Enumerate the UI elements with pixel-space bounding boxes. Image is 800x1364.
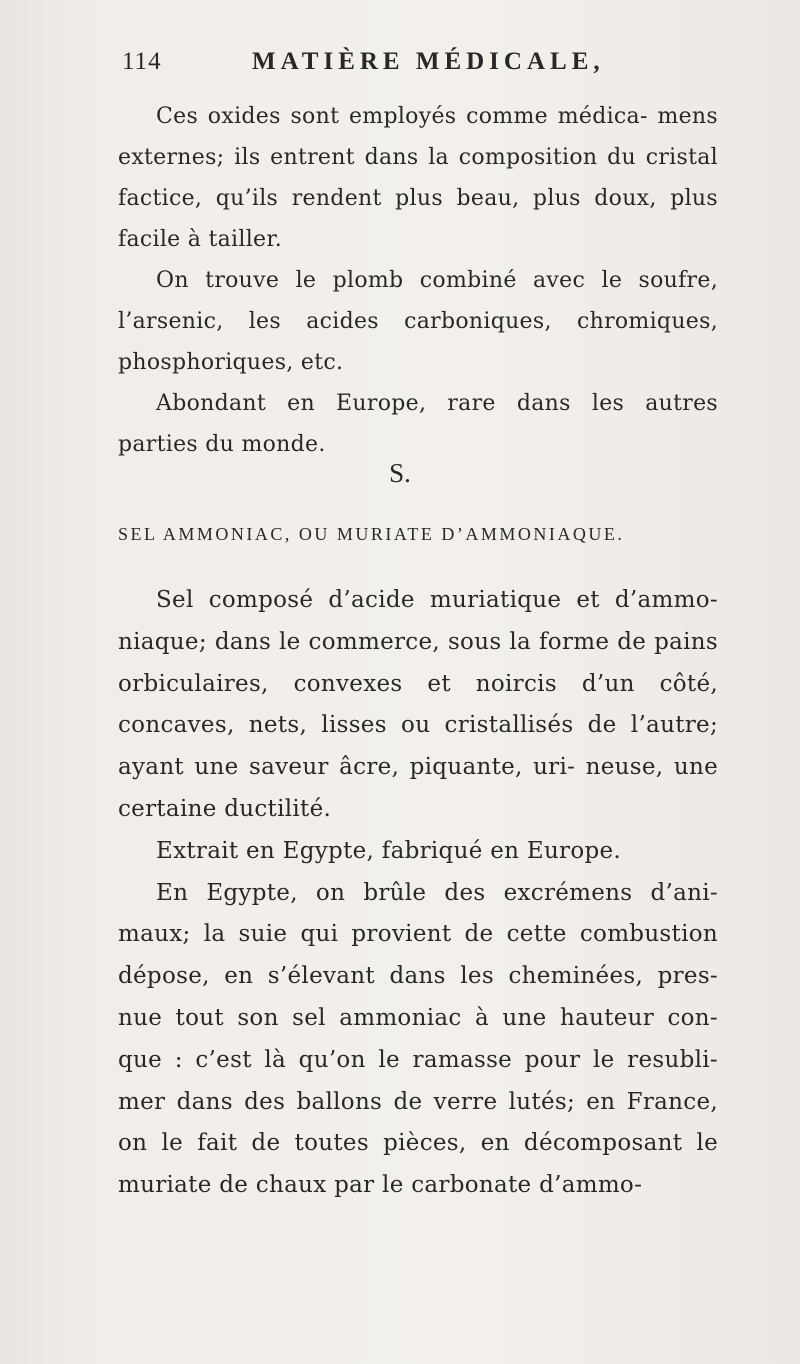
lead-oxide-text-block [118, 96, 718, 465]
page-number: 114 [122, 48, 162, 75]
paragraph: Ces oxides sont employés comme médica- mens externes; ils entrent dans la composition du cristal factice, qu’ils rendent plus beau, plus doux, plus facile à tailler. [118, 104, 718, 252]
paragraph: Sel composé d’acide muriatique et d’ammo- niaque; dans le commerce, sous la forme de pains orbiculaires, convexes et noircis d’un côté, concaves, nets, lisses ou cristallisés de l’autre; ayant une saveur âcre, piquante, uri- neuse, une certaine ductilité. [118, 587, 718, 822]
sal-ammoniac-text-block [118, 580, 718, 1207]
section-heading: SEL AMMONIAC, OU MURIATE D’AMMONIAQUE. [118, 524, 625, 544]
running-title: MATIÈRE MÉDICALE, [252, 48, 605, 75]
section-letter: S. [389, 458, 411, 488]
page-header [122, 48, 682, 88]
paragraph: En Egypte, on brûle des excrémens d’ani- maux; la suie qui provient de cette combustion dépose, en s’élevant dans les cheminées, pres- nue tout son sel ammoniac à une hauteur con- que : c’est là qu’on le ramasse pour le resubli- mer dans des ballons de verre lutés; en France, on le fait de toutes pièces, en décomposant le muriate de chaux par le carbonate d’ammo- [118, 879, 718, 1199]
paragraph: On trouve le plomb combiné avec le soufre, l’arsenic, les acides carboniques, chromiques, phosphoriques, etc. [118, 268, 718, 375]
paragraph: Extrait en Egypte, fabriqué en Europe. [156, 837, 622, 864]
paragraph: Abondant en Europe, rare dans les autres parties du monde. [118, 391, 718, 457]
